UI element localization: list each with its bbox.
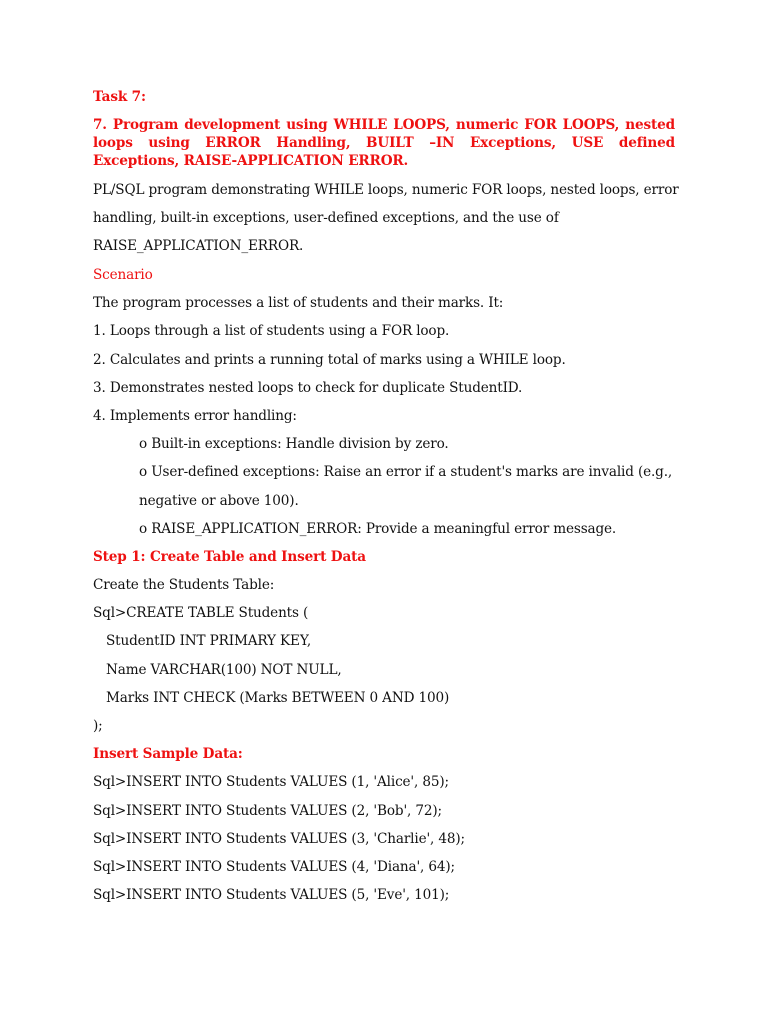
code-line: Marks INT CHECK (Marks BETWEEN 0 AND 100) (106, 690, 450, 706)
code-line: Sql>CREATE TABLE Students ( (93, 605, 309, 621)
scenario-subitem: o User-defined exceptions: Raise an error if a student's marks are invalid (e.g., (139, 464, 673, 480)
scenario-item: 4. Implements error handling: (93, 408, 297, 424)
scenario-item: 2. Calculates and prints a running total of marks using a WHILE loop. (93, 352, 566, 368)
insert-statement: Sql>INSERT INTO Students VALUES (1, 'Alice', 85); (93, 774, 449, 790)
scenario-subitem: negative or above 100). (139, 493, 299, 509)
step1-lead: Create the Students Table: (93, 577, 275, 593)
insert-statement: Sql>INSERT INTO Students VALUES (2, 'Bob', 72); (93, 803, 442, 819)
insert-statement: Sql>INSERT INTO Students VALUES (3, 'Charlie', 48); (93, 831, 465, 847)
insert-title: Insert Sample Data: (93, 746, 243, 762)
scenario-title: Scenario (93, 267, 153, 283)
insert-statement: Sql>INSERT INTO Students VALUES (5, 'Eve', 101); (93, 887, 450, 903)
insert-statement: Sql>INSERT INTO Students VALUES (4, 'Diana', 64); (93, 859, 455, 875)
intro-line: PL/SQL program demonstrating WHILE loops, numeric FOR loops, nested loops, error (93, 182, 679, 198)
scenario-subitem: o Built-in exceptions: Handle division by zero. (139, 436, 449, 452)
code-line: Name VARCHAR(100) NOT NULL, (106, 662, 342, 678)
scenario-subitem: o RAISE_APPLICATION_ERROR: Provide a meaningful error message. (139, 521, 617, 537)
code-line: StudentID INT PRIMARY KEY, (106, 633, 312, 649)
intro-line: handling, built-in exceptions, user-defined exceptions, and the use of (93, 210, 559, 226)
scenario-lead: The program processes a list of students and their marks. It: (93, 295, 504, 311)
task-label: Task 7: (93, 89, 146, 105)
intro-line: RAISE_APPLICATION_ERROR. (93, 238, 304, 254)
step1-title: Step 1: Create Table and Insert Data (93, 549, 366, 565)
code-line: ); (93, 718, 103, 734)
task-heading: 7. Program development using WHILE LOOPS, numeric FOR LOOPS, nested loops using ERROR Handling, BUILT –IN Exceptions, USE defined Exceptions, RAISE-APPLICATION ERROR. (93, 117, 675, 169)
scenario-item: 3. Demonstrates nested loops to check for duplicate StudentID. (93, 380, 523, 396)
scenario-item: 1. Loops through a list of students using a FOR loop. (93, 323, 450, 339)
